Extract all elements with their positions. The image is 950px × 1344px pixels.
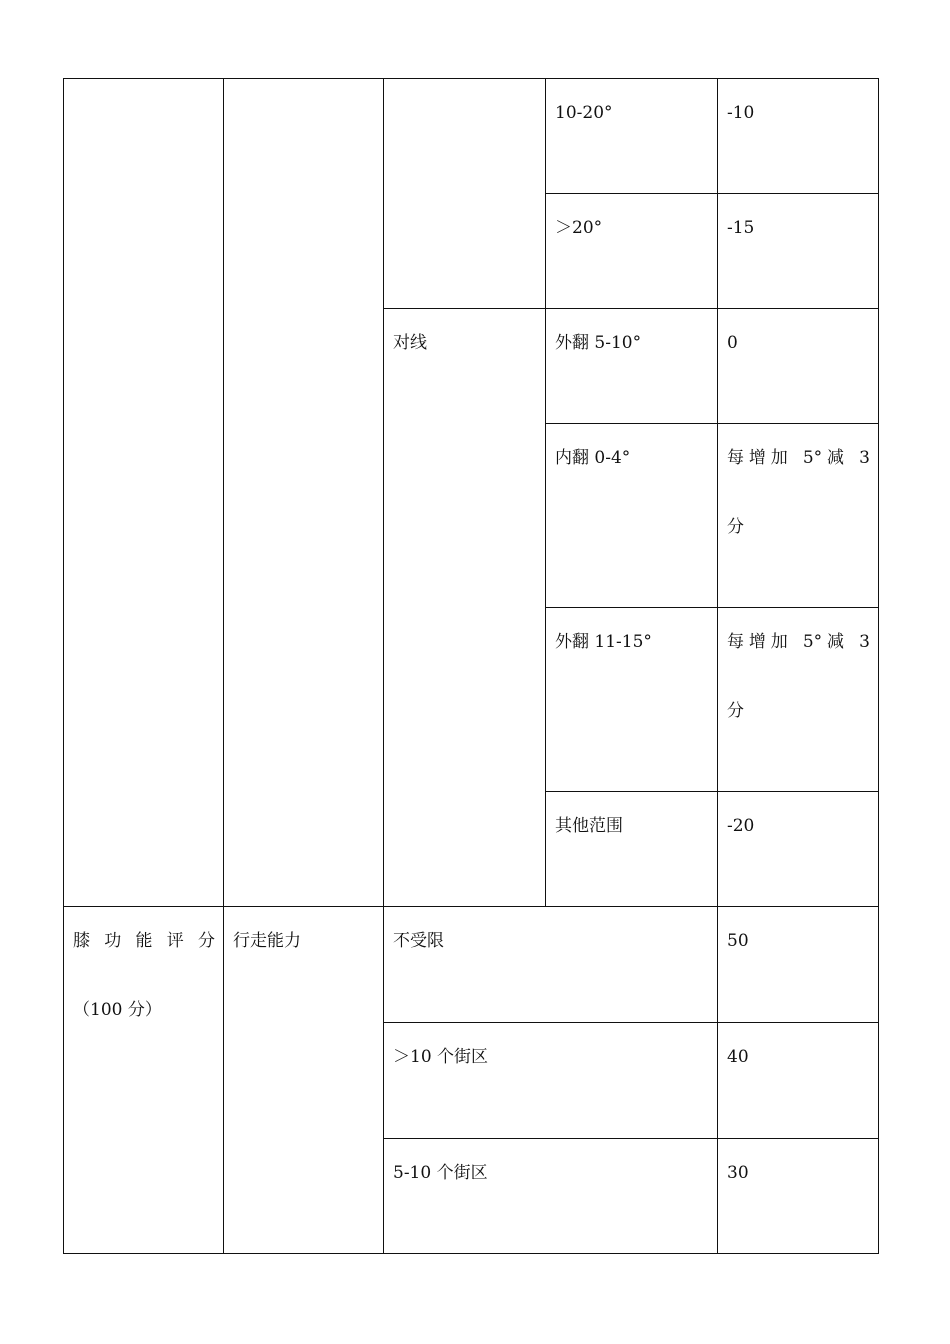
score-text-wrapped bbox=[718, 402, 878, 562]
empty-section-cell bbox=[64, 79, 224, 907]
score-text: 50 bbox=[727, 931, 749, 951]
score-text: 40 bbox=[727, 1047, 749, 1067]
range-text: 外翻 11-15° bbox=[555, 632, 652, 652]
section-line-1: 膝功能评分 bbox=[73, 931, 215, 951]
empty-subsection-cell bbox=[224, 79, 384, 907]
section-cell bbox=[64, 907, 224, 1254]
section-line-2: （100 分） bbox=[73, 1000, 162, 1020]
range-text: 外翻 5-10° bbox=[555, 333, 642, 353]
section-text-wrapped bbox=[64, 885, 223, 1045]
range-text: 10-20° bbox=[555, 103, 613, 123]
subsection-cell bbox=[224, 907, 384, 1254]
score-line-2: 分 bbox=[727, 701, 744, 721]
subsection-text: 行走能力 bbox=[233, 931, 301, 951]
item-cell bbox=[384, 1139, 718, 1254]
score-text: 30 bbox=[727, 1163, 749, 1183]
category-text: 对线 bbox=[393, 333, 427, 353]
range-cell bbox=[546, 608, 718, 792]
score-cell bbox=[718, 1139, 879, 1254]
score-cell bbox=[718, 424, 879, 608]
range-text: 内翻 0-4° bbox=[555, 448, 631, 468]
category-cell bbox=[384, 309, 546, 907]
score-text: 0 bbox=[727, 333, 738, 353]
item-text: ＞10 个街区 bbox=[393, 1047, 489, 1067]
score-cell bbox=[718, 608, 879, 792]
score-line-1: 每增加 5°减 3 bbox=[727, 448, 870, 468]
item-text: 不受限 bbox=[393, 931, 444, 951]
score-text: -20 bbox=[727, 816, 755, 836]
score-line-2: 分 bbox=[727, 517, 744, 537]
score-text: -15 bbox=[727, 218, 755, 238]
score-text: -10 bbox=[727, 103, 755, 123]
range-text: ＞20° bbox=[555, 218, 603, 238]
range-text: 其他范围 bbox=[555, 816, 623, 836]
empty-category-cell bbox=[384, 79, 546, 309]
item-text: 5-10 个街区 bbox=[393, 1163, 488, 1183]
knee-score-table bbox=[63, 78, 879, 1254]
range-cell bbox=[546, 424, 718, 608]
score-line-1: 每增加 5°减 3 bbox=[727, 632, 870, 652]
score-text-wrapped bbox=[718, 586, 878, 746]
